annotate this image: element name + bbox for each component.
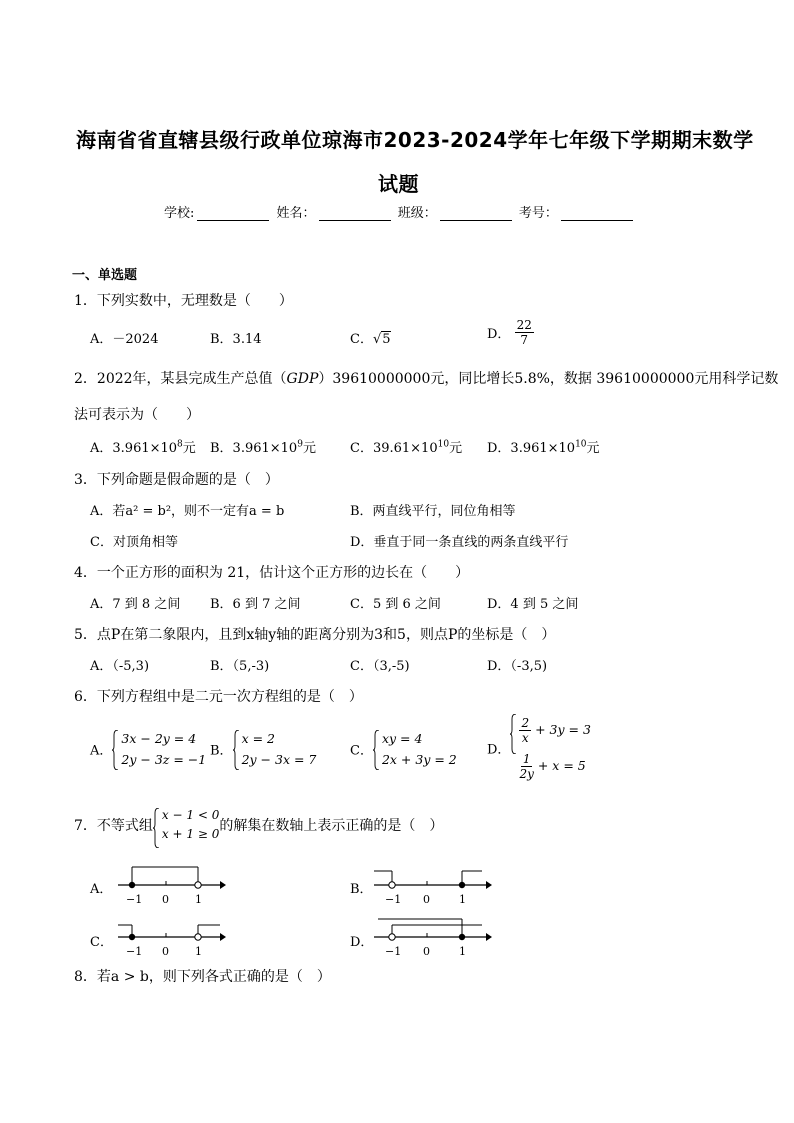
tick-label: 0 [423,945,430,958]
q2-c-base: C．39.61×10 [350,441,438,456]
q6-a-eq2: 2y − 3z = −1 [121,752,207,767]
q6-b-eq1: x = 2 [241,731,275,746]
q2-stem-line2: 法可表示为（ ） [74,407,200,423]
q1-option-d-label: D． [487,327,511,342]
q1-option-c: C．√5 [350,332,391,347]
section-title: 一、单选题 [72,268,138,283]
brace-icon [373,730,380,770]
q2-option-d [487,437,600,456]
q1-sqrt-value: 5 [382,332,391,347]
q2-option-a [90,437,196,456]
q2-stem-part1: 2．2022年，某县完成生产总值（ [74,371,287,387]
student-info-line [164,202,636,221]
tick-label: 1 [195,893,202,906]
name-blank[interactable] [319,207,391,221]
title-line-2: 试题 [378,172,419,196]
tick-label: 0 [162,893,169,906]
q3-option-a: A．若a² = b²，则不一定有a = b [90,504,285,519]
q6-c-eq2: 2x + 3y = 2 [381,752,457,767]
q2-stem-part2: ）39610000000元，同比增长5.8%，数据 39610000000元用科学记数 [318,371,779,387]
q6-option-d [487,712,591,784]
q6-c-system [373,728,457,770]
q7-option-b-label: B． [350,882,373,897]
tick-label: 1 [459,893,466,906]
q2-d-unit: 元 [586,441,600,456]
q2-d-base: D．3.961×10 [487,441,576,456]
school-label: 学校: [164,206,195,221]
q1-option-c-label: C． [350,332,373,347]
brace-icon [112,730,119,770]
q7-stem-post: 的解集在数轴上表示正确的是（ ） [219,818,444,834]
q1-fraction-den: 7 [520,333,529,347]
q4-option-d: D．4 到 5 之间 [487,597,579,612]
q4-option-b: B．6 到 7 之间 [210,597,301,612]
q6-b-system [233,728,317,770]
q1-option-d [487,318,534,347]
exam-no-label: 考号： [518,206,558,221]
q6-a-label: A． [90,743,113,759]
q6-d-frac2-num: 1 [522,752,531,766]
q2-b-base: B．3.961×10 [210,441,298,456]
q7-option-a-label: A． [90,882,113,897]
q7-system [153,806,219,844]
q5-stem: 5．点P在第二象限内，且到x轴y轴的距离分别为3和5，则点P的坐标是（ ） [74,627,556,643]
q2-c-unit: 元 [449,441,463,456]
q7-ineq1: x − 1 < 0 [161,808,220,822]
q6-option-c [350,728,457,770]
q5-option-a: A．（-5,3) [90,659,150,674]
q7-option-d-label: D． [350,935,374,950]
tick-label: 0 [423,893,430,906]
q6-d-eq1-rest: + 3y = 3 [535,722,591,737]
tick-label: 1 [195,945,202,958]
exam-no-blank[interactable] [561,207,633,221]
q2-stem-line1 [74,368,778,388]
q2-a-base: A．3.961×10 [90,441,178,456]
q6-d-label: D． [487,742,511,758]
tick-label: −1 [385,945,402,958]
q6-c-eq1: xy = 4 [381,731,423,746]
class-blank[interactable] [440,207,512,221]
q7-stem-pre: 7．不等式组 [74,818,153,834]
q6-option-a [90,728,206,770]
q6-stem: 6．下列方程组中是二元一次方程组的是（ ） [74,689,363,705]
q6-a-system [112,728,206,770]
tick-label: −1 [126,945,143,958]
q5-option-c: C．（3,-5) [350,659,410,674]
q1-fraction-num: 22 [516,318,532,332]
q2-d-exp: 10 [575,439,587,450]
q2-gdp: GDP [286,371,319,387]
tick-label: −1 [385,893,402,906]
q7-option-c-label: C． [90,935,113,950]
q4-stem: 4．一个正方形的面积为 21，估计这个正方形的边长在（ ） [74,565,470,581]
q2-a-exp: 8 [177,439,183,450]
q3-option-d: D．垂直于同一条直线的两条直线平行 [350,535,569,550]
q4-option-a: A．7 到 8 之间 [90,597,181,612]
q3-option-c: C．对顶角相等 [90,535,178,550]
brace-icon [233,730,240,770]
name-label: 姓名： [276,206,316,221]
q5-option-d: D．（-3,5) [487,659,548,674]
q6-d-frac1-den: x [521,731,529,745]
q7-number-line-c [116,912,228,958]
tick-label: 1 [459,945,466,958]
brace-icon [510,714,517,754]
q7-stem [74,806,443,844]
q1-stem: 1．下列实数中，无理数是（ ） [74,293,293,309]
q3-stem: 3．下列命题是假命题的是（ ） [74,472,279,488]
q6-d-system [510,712,590,784]
q7-number-line-a [116,860,228,906]
q6-d-eq2-rest: + x = 5 [537,758,586,773]
q6-option-b [210,728,316,770]
tick-label: −1 [126,893,143,906]
q7-number-line-d [372,912,496,958]
tick-label: 0 [162,945,169,958]
q1-option-a: A．－2024 [90,332,159,347]
q2-option-b [210,437,316,456]
q7-number-line-b [372,860,496,906]
q2-b-exp: 9 [297,439,303,450]
q6-b-label: B． [210,743,233,759]
brace-icon [153,808,160,848]
q6-a-eq1: 3x − 2y = 4 [121,731,197,746]
q4-option-c: C．5 到 6 之间 [350,597,441,612]
q2-a-unit: 元 [182,441,196,456]
class-label: 班级： [397,206,437,221]
q1-option-b: B．3.14 [210,332,262,347]
q7-ineq2: x + 1 ≥ 0 [161,827,220,841]
q2-c-exp: 10 [437,439,450,450]
q5-option-b: B．（5,-3) [210,659,270,674]
q6-c-label: C． [350,743,373,759]
school-blank[interactable] [197,207,269,221]
q6-d-frac1-num: 2 [521,716,530,730]
q2-b-unit: 元 [302,441,316,456]
q1-fraction [515,318,534,347]
q8-stem: 8．若a > b，则下列各式正确的是（ ） [74,969,331,985]
q6-d-frac2-den: 2y [519,767,534,781]
q2-option-c [350,437,462,456]
q3-option-b: B．两直线平行，同位角相等 [350,504,516,519]
q6-d-frac1 [519,716,531,745]
title-line-1: 海南省省直辖县级行政单位琼海市2023-2024学年七年级下学期期末数学 [76,128,754,152]
q6-d-frac2 [519,752,533,781]
q6-b-eq2: 2y − 3x = 7 [241,752,317,767]
